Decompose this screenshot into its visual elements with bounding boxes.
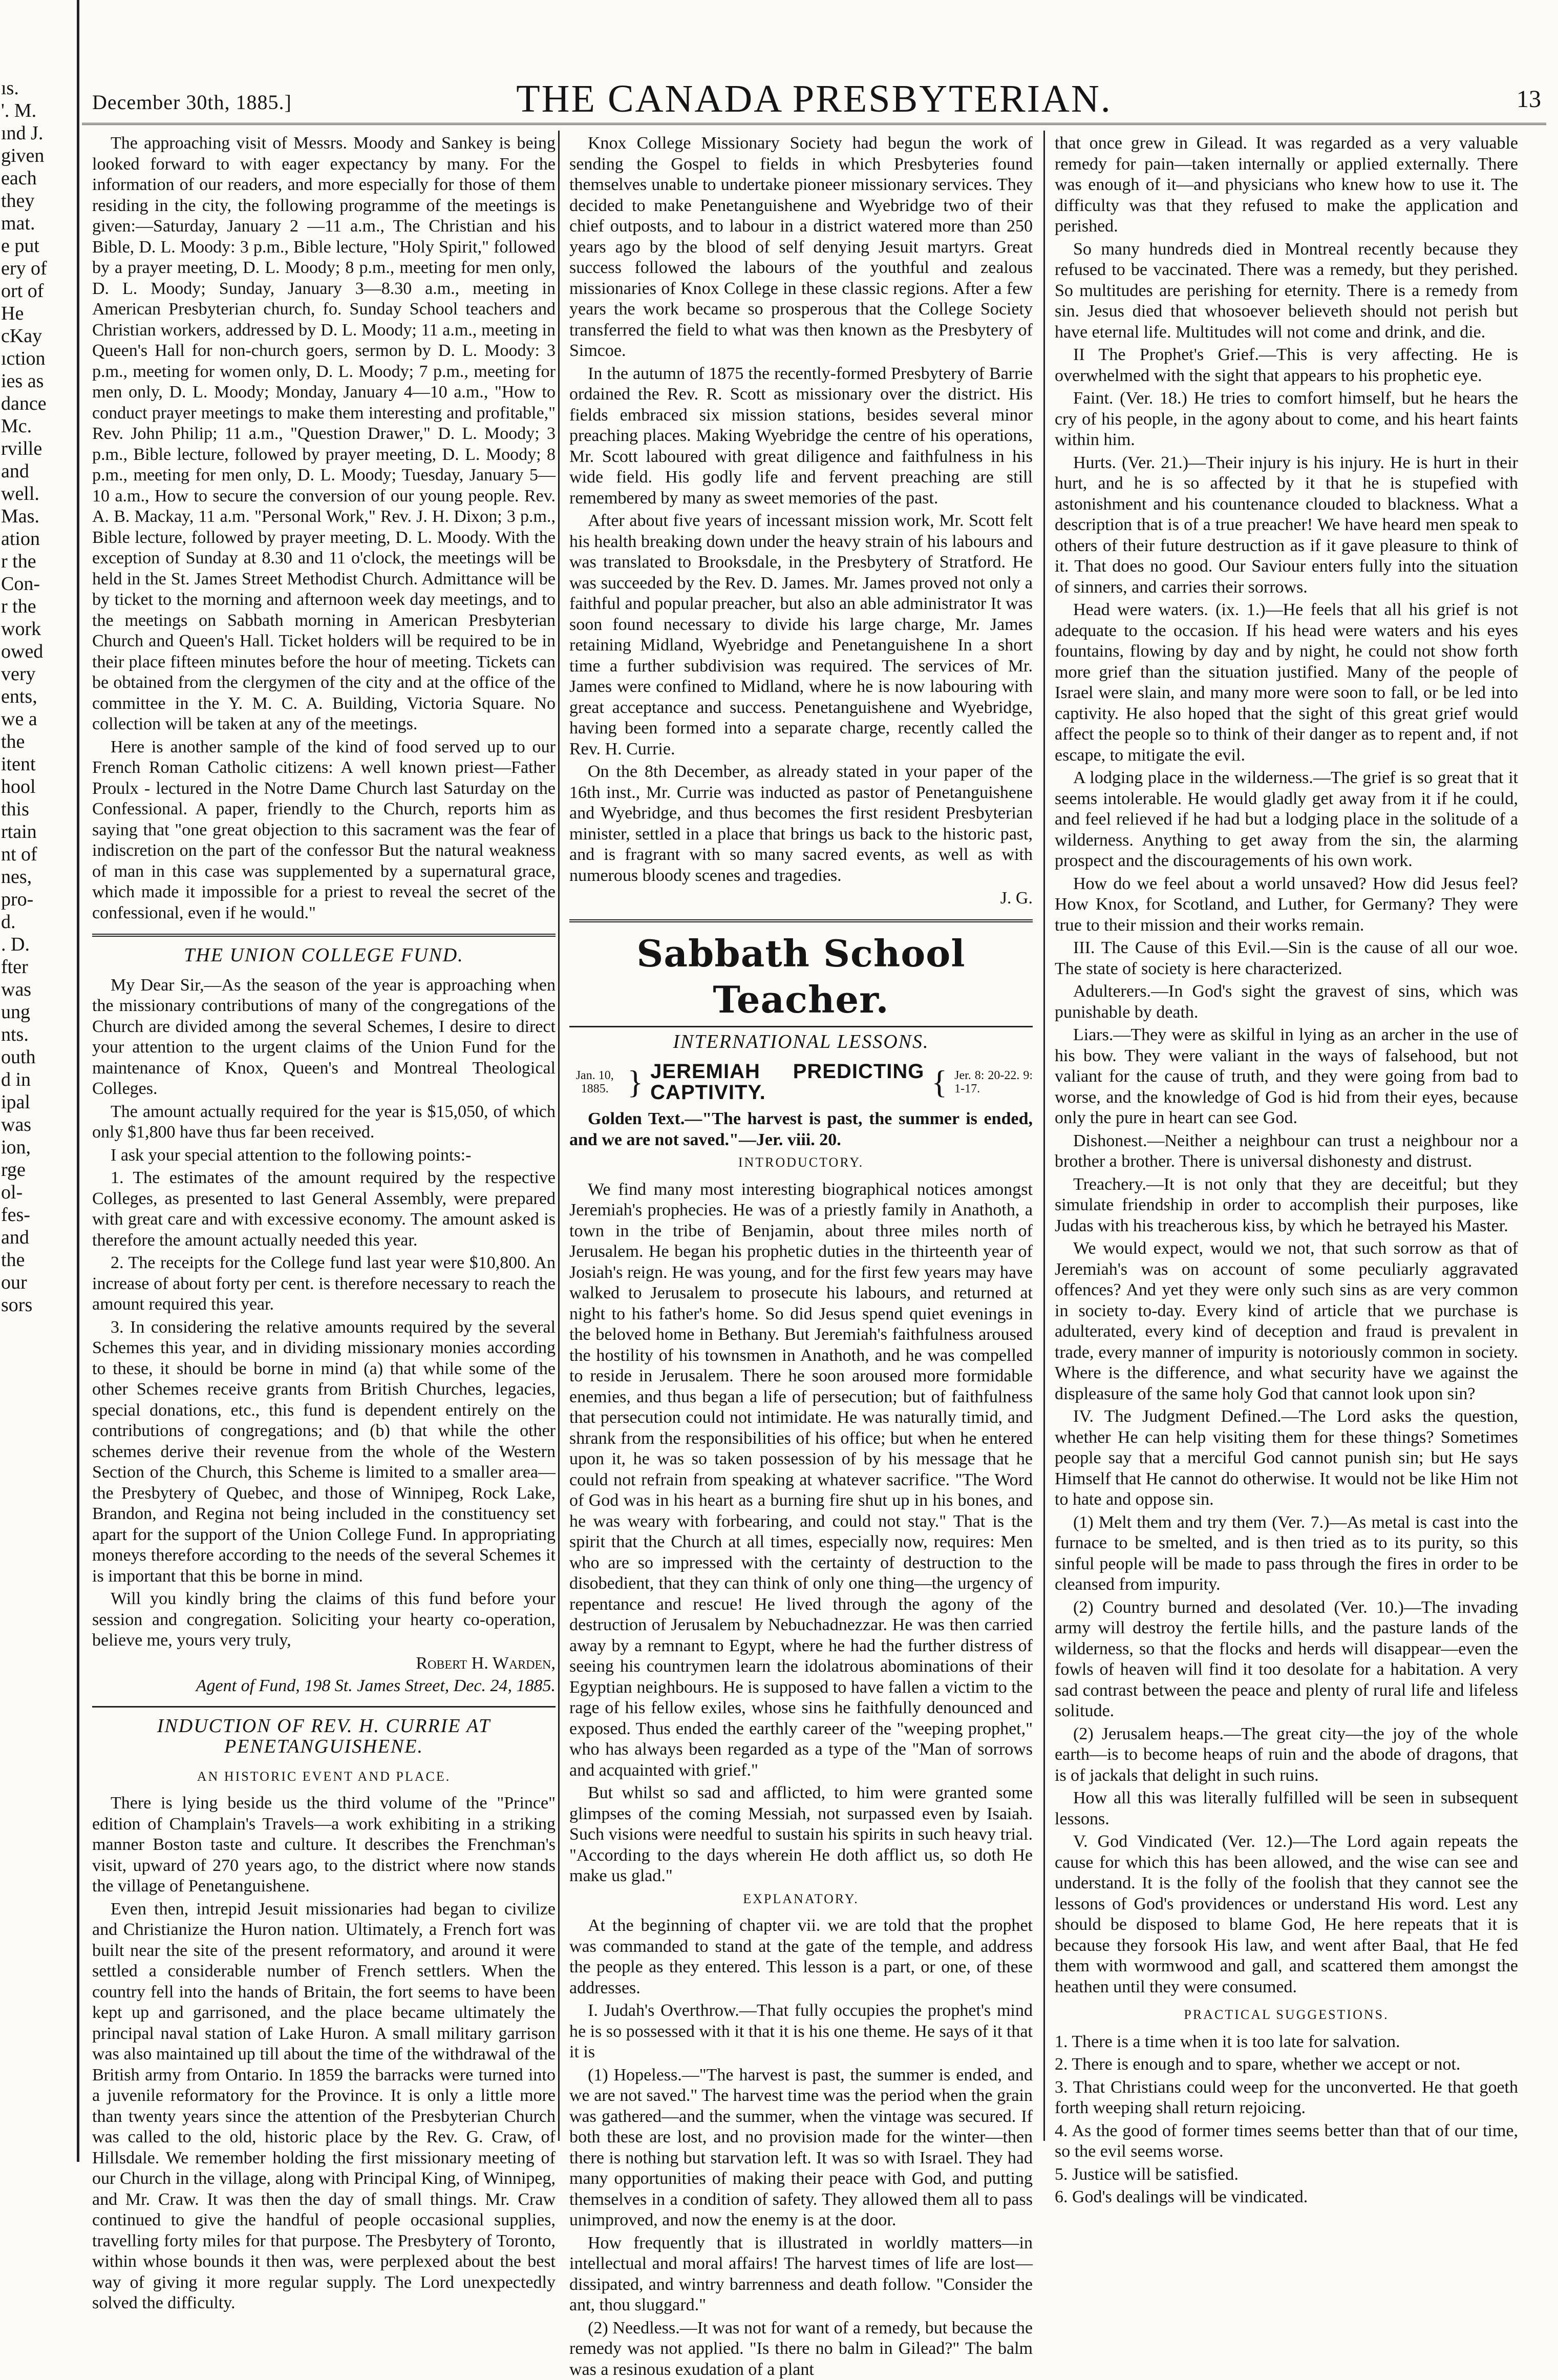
explanatory-heading: EXPLANATORY. [569, 1889, 1033, 1910]
margin-fragment: given [1, 144, 44, 167]
margin-fragment: Mas. [1, 505, 39, 528]
sabbath-school-teacher-heading: Sabbath School Teacher. [569, 931, 1033, 1023]
explanatory-paragraph: (1) Hopeless.—"The harvest is past, the summer is ended, and we are not saved." The harvest time was the period when the grain was gathered—and the summer, when the vintage was secured. If both these are lost, and no provision made for the winter—then there is nothing but starvation left. It was so with Israel. They had many opportunities of making their peace with God, and putting themselves in a condition of safety. They allowed them all to pass unimproved, and now the enemy is at the door. [569, 2065, 1033, 2231]
fund-paragraph: My Dear Sir,—As the season of the year is approaching when the missionary contributions of many of the congregations of the Church are divided among the several Schemes, I desire to direct your attention to the urgent claims of the Union Fund for the maintenance of Knox, Queen's and Montreal Theological Colleges. [92, 975, 556, 1100]
margin-fragment: we a [1, 708, 37, 730]
margin-fragment: was [1, 978, 31, 1001]
lesson-paragraph: Dishonest.—Neither a neighbour can trust a neighbour nor a brother a brother. There is universal dishonesty and distrust. [1055, 1131, 1518, 1172]
margin-fragment: Con- [1, 573, 40, 595]
margin-fragment: ort of [1, 280, 44, 302]
margin-fragment: He [1, 302, 24, 325]
lesson-reference: Jer. 8: 20-22. 9: 1-17. [954, 1069, 1033, 1096]
margin-fragment: ıction [1, 347, 46, 370]
lesson-paragraph: Treachery.—It is not only that they are deceitful; but they simulate friendship in order to accomplish their purposes, like Judas with his treacherous kiss, by which he betrayed his Master. [1055, 1174, 1518, 1237]
fund-paragraph: The amount actually required for the year is $15,050, of which only $1,800 have thus far been received. [92, 1102, 556, 1143]
section-divider [92, 1706, 556, 1708]
lesson-paragraph: (2) Country burned and desolated (Ver. 10.)—The invading army will destroy the fertile hills, and the pasture lands of the wilderness, so that the flocks and herds will disappear—even the fowls of heaven will find it too desolate for a habitation. A very sad contrast between the peace and plenty of rural life and lifeless solitude. [1055, 1597, 1518, 1722]
margin-fragment: our [1, 1271, 27, 1294]
induction-continued: Knox College Missionary Society had begun the work of sending the Gospel to fields in which Presbyteries found themselves unable to undertake pioneer missionary services. They decided to make Penetanguishene and Wyebridge two of their chief outposts, and to labour in a district watered more than 250 years ago by the blood of self denying Jesuit martyrs. Great success followed the labours of the youthful and zealous missionaries of Knox College in these classic regions. After a few years the work became so prosperous that the College Society transferred the field to what was then known as the Presbytery of Simcoe. [569, 133, 1033, 362]
introductory-paragraph: But whilst so sad and afflicted, to him were granted some glimpses of the coming Messiah, not surpassed even by Isaiah. Such visions were needful to sustain his spirits in such heavy trial. "According to the days wherein He doth afflict us, so doth He make us glad." [569, 1783, 1033, 1887]
margin-fragment: dance [1, 392, 47, 415]
lesson-paragraph: We would expect, would we not, that such sorrow as that of Jeremiah's was on account of some peculiarly aggravated offences? And yet they were only such sins as are very common in society to-day. Every kind of article that we purchase is adulterated, every kind of deception and fraud is prevalent in trade, every manner of impurity is notoriously common in society. Where is the difference, and what security have we against the displeasure of the same holy God that cannot look upon sin? [1055, 1238, 1518, 1404]
margin-fragment: each [1, 167, 37, 189]
margin-fragment: ıs. [1, 77, 19, 99]
lesson-paragraph: So many hundreds died in Montreal recently because they refused to be vaccinated. There was a remedy, but they perished. So multitudes are perishing for eternity. There is a remedy from sin. Jesus died that whosoever believeth should not perish but have eternal life. Multitudes will not come and drink, and die. [1055, 239, 1518, 343]
lesson-paragraph: Faint. (Ver. 18.) He tries to comfort himself, but he hears the cry of his people, in the agony about to come, and his heart faints within him. [1055, 388, 1518, 451]
margin-fragment: ipal [1, 1091, 30, 1113]
margin-fragment: . D. [1, 933, 30, 956]
column-divider [558, 131, 560, 2141]
brace-glyph: { [931, 1067, 947, 1098]
lesson-paragraph: Liars.—They were as skilful in lying as an archer in the use of his bow. They were valiant in the ways of falsehood, but not valiant for the cause of truth, and they were going from bad to worse, and the knowledge of God is hid from their eyes, because only the pure in heart can see God. [1055, 1025, 1518, 1129]
margin-fragment: cKay [1, 325, 42, 347]
lesson-date: Jan. 10, 1885. [569, 1069, 620, 1096]
induction-continued: In the autumn of 1875 the recently-formed Presbytery of Barrie ordained the Rev. R. Scott as missionary over the district. His fields embraced six mission stations, besides several minor preaching places. Making Wyebridge the centre of his operations, Mr. Scott laboured with great diligence and faithfulness in his wide field. His godly life and fervent preaching are still remembered by many as sweet memories of the past. [569, 364, 1033, 509]
margin-fragment: d in [1, 1068, 31, 1091]
induction-paragraph: Even then, intrepid Jesuit missionaries had began to civilize and Christianize the Huron nation. Ultimately, a French fort was built near the site of the present reformatory, and around it were settled a considerable number of French settlers. When the country fell into the hands of Britain, the fort seems to have been kept up and garrisoned, and the place became ultimately the principal naval station of Lake Huron. A small military garrison was also maintained up till about the time of the withdrawal of the British army from Ontario. In 1859 the barracks were turned into a juvenile reformatory for the Province. It is only a little more than twenty years since the attention of the Presbyterian Church was called to the old, historic place by the Rev. G. Craw, of Hillsdale. We remember holding the first missionary meeting of our Church in the village, along with Principal King, of Winnipeg, and Mr. Craw. It was then the day of small things. Mr. Craw continued to give the handful of people occasional supplies, travelling forty miles for that purpose. The Presbytery of Toronto, within whose bounds it then was, were perplexed about the best way of giving it more regular supply. The Lord unexpectedly solved the difficulty. [92, 1899, 556, 2314]
margin-fragment: ion, [1, 1136, 31, 1159]
fund-paragraph: 3. In considering the relative amounts required by the several Schemes this year, and in dividing missionary monies according to these, it should be borne in mind (a) that while some of the other Schemes receive grants from British Churches, legacies, special donations, etc., this fund is dependent entirely on the contributions of congregations; and (b) that while the other schemes derive their revenue from the whole of the Western Section of the Church, this Scheme is limited to a smaller area—the Presbytery of Quebec, and those of Winnipeg, Rock Lake, Brandon, and Regina not being included in the constituency set apart for the support of the Union College Fund. In appropriating moneys therefore according to the needs of the several Schemes it is important that this be borne in mind. [92, 1317, 556, 1587]
margin-fragment: and [1, 460, 29, 482]
margin-fragment: e put [1, 235, 39, 257]
margin-fragment: work [1, 618, 41, 640]
fund-paragraph: Will you kindly bring the claims of this fund before your session and congregation. Soliciting your hearty co-operation, believe me, yours very truly, [92, 1589, 556, 1651]
margin-fragment: fes- [1, 1204, 30, 1226]
margin-fragment: ery of [1, 257, 47, 280]
margin-fragment: rge [1, 1159, 26, 1181]
induction-continued: On the 8th December, as already stated in your paper of the 16th inst., Mr. Currie was inducted as pastor of Penetanguishene and Wyebridge, and thus becomes the first resident Presbyterian minister, settled in a place that brings us back to the historic past, and is fragrant with so many sacred events, as well as with numerous bloody scenes and tragedies. [569, 762, 1033, 886]
lesson-continued: that once grew in Gilead. It was regarded as a very valuable remedy for pain—taken internally or applied externally. There was enough of it—and physicians who knew how to use it. The difficulty was that they refused to make the application and perished. [1055, 133, 1518, 237]
margin-fragment: Mc. [1, 415, 32, 437]
margin-fragment: owed [1, 640, 43, 663]
induction-heading: INDUCTION OF REV. H. CURRIE AT PENETANGUISHENE. [92, 1716, 556, 1757]
list-item: 3. That Christians could weep for the unconverted. He that goeth forth weeping shall return rejoicing. [1055, 2077, 1518, 2119]
confessional-article: Here is another sample of the kind of food served up to our French Roman Catholic citizens: A well known priest—Father Proulx - lectured in the Notre Dame Church last Saturday on the Confessional. A paper, friendly to the Church, reports him as saying that "one great objection to this sacrament was the fear of indiscretion on the part of the confessor But the natural weakness of man in this case was supplemented by a supernatural grace, which made it impossible for a priest to reveal the secret of the confessional, even if he would." [92, 737, 556, 924]
margin-fragment: they [1, 189, 34, 212]
margin-fragment: fter [1, 956, 28, 978]
explanatory-paragraph: How frequently that is illustrated in worldly matters—in intellectual and moral affairs! The harvest times of life are lost—dissipated, and wintry barrenness and death follow. "Consider the ant, thou sluggard." [569, 2233, 1033, 2316]
publication-title: THE CANADA PRESBYTERIAN. [82, 77, 1546, 121]
margin-fragment: pro- [1, 888, 33, 911]
list-item: 6. God's dealings will be vindicated. [1055, 2187, 1518, 2208]
margin-fragment: ınd J. [1, 122, 43, 144]
induction-continued: After about five years of incessant mission work, Mr. Scott felt his health breaking down under the heavy strain of his labours and was translated to Brooksdale, in the Presbytery of Stratford. He was succeeded by the Rev. D. James. Mr. James proved not only a faithful and popular preacher, but also an able administrator It was soon found necessary to divide his large charge, Mr. James retaining Midland, Wyebridge and Penetanguishene In a short time a further subdivision was required. The services of Mr. James were confined to Midland, where he is now labouring with great acceptance and success. Penetanguishene and Wyebridge, having been formed into a separate charge, recently called the Rev. H. Currie. [569, 511, 1033, 760]
lesson-paragraph: IV. The Judgment Defined.—The Lord asks the question, whether He can help visiting them for these things? Sometimes people say that a merciful God cannot punish sin; but He says Himself that He cannot do otherwise. It would not be like Him not to hate and oppose sin. [1055, 1406, 1518, 1510]
margin-fragment: rtain [1, 820, 37, 843]
induction-paragraph: There is lying beside us the third volume of the "Prince" edition of Champlain's Travels—a work exhibiting in a striking manner Boston taste and culture. It describes the Frenchman's visit, upward of 270 years ago, to the district where now stands the village of Penetanguishene. [92, 1793, 556, 1897]
lesson-paragraph: Head were waters. (ix. 1.)—He feels that all his grief is not adequate to the occasion. If his head were waters and his eyes fountains, flowing by day and by night, he could not show forth more grief than the situation justified. Many of the people of Israel were slain, and many more were soon to fall, or be led into captivity. He also hoped that the sight of this great grief would affect the people so to think of their danger as to repent and, if not escape, to mitigate the evil. [1055, 600, 1518, 766]
lesson-paragraph: (2) Jerusalem heaps.—The great city—the joy of the whole earth—is to become heaps of ruin and the abode of dragons, that is of jackals that delight in such ruins. [1055, 1724, 1518, 1786]
fund-signature: Robert H. Warden, [92, 1653, 556, 1674]
section-divider [569, 919, 1033, 922]
lesson-paragraph: Adulterers.—In God's sight the gravest of sins, which was punishable by death. [1055, 981, 1518, 1023]
lesson-paragraph: II The Prophet's Grief.—This is very affecting. He is overwhelmed with the sight that appears to his prophetic eye. [1055, 345, 1518, 386]
lesson-paragraph: (1) Melt them and try them (Ver. 7.)—As metal is cast into the furnace to be smelted, and is then tried as to its purity, so this sinful people will be made to pass through the fires in order to be cleansed from impurity. [1055, 1512, 1518, 1595]
union-college-fund-heading: THE UNION COLLEGE FUND. [92, 945, 556, 966]
list-item: 2. There is enough and to spare, whether we accept or not. [1055, 2054, 1518, 2075]
introductory-paragraph: We find many most interesting biographical notices amongst Jeremiah's prophecies. He was of a priestly family in Anathoth, a town in the tribe of Benjamin, about three miles north of Jerusalem. He began his prophetic duties in the thirteenth year of Josiah's reign. He was young, and for the first few years may have walked to Jerusalem to prosecute his labours, and returned at night to his father's home. So did Jesus spend quiet evenings in the beloved home in Bethany. But Jeremiah's faithfulness aroused the hostility of his townsmen in Anathoth, and he was compelled to reside in Jerusalem. There he soon aroused more formidable enemies, and thus began a life of persecution; but of faithfulness that persecution could not intimidate. He was naturally timid, and shrank from the responsibilities of his office; but when he entered upon it, he was so taken possession of by his message that he could not refrain from speaking at whatever sacrifice. "The Word of God was in his heart as a burning fire shut up in his bones, and he was weary with forbearing, and could not stay." That is the spirit that the Church at all times, especially now, requires: Men who are so impressed with the certainty of destruction to the disobedient, that they can think of only one thing—the urgency of repentance and rescue! He lived through the agony of the destruction of Jerusalem by Nebuchadnezzar. He was then carried away by a remnant to Egypt, where he had the further distress of seeing his countrymen learn the idolatrous abominations of their Egyptian neighbours. He is supposed to have fallen a victim to the rage of his fellow exiles, whose sins he faithfully denounced and exposed. Thus ended the earthly career of the "weeping prophet," who has always been regarded as a type of the "Man of sorrows and acquainted with grief." [569, 1180, 1033, 1781]
margin-fragment: r the [1, 595, 36, 618]
fund-paragraph: I ask your special attention to the following points:- [92, 1145, 556, 1166]
column-divider [1043, 131, 1045, 2141]
column-3 [1055, 133, 1518, 2141]
margin-fragment: was [1, 1113, 31, 1136]
margin-fragment: ies as [1, 370, 44, 392]
introductory-heading: INTRODUCTORY. [569, 1152, 1033, 1173]
explanatory-paragraph: (2) Needless.—It was not for want of a remedy, but because the remedy was not applied. "Is there no balm in Gilead?" The balm was a resinous exudation of a plant [569, 2318, 1033, 2380]
margin-fragment: well. [1, 482, 39, 505]
golden-text: Golden Text.—"The harvest is past, the summer is ended, and we are not saved."—Jer. viii. 20. [569, 1109, 1033, 1150]
issue-date: December 30th, 1885.] [92, 90, 292, 114]
lesson-paragraph: How all this was literally fulfilled will be seen in subsequent lessons. [1055, 1788, 1518, 1829]
moody-sankey-article: The approaching visit of Messrs. Moody and Sankey is being looked forward to with eager expectancy by many. For the information of our readers, and more especially for those of them residing in the city, the following programme of the meetings is given:—Saturday, January 2 —11 a.m., The Christian and his Bible, D. L. Moody: 3 p.m., Bible lecture, "Holy Spirit," followed by a prayer meeting, D. L. Moody; 8 p.m., meeting for men only, D. L. Moody; Sunday, January 3—8.30 a.m., meeting in American Presbyterian church, fo. Sunday School teachers and Christian workers, addressed by D. L. Moody; 11 a.m., meeting in Queen's Hall for non-church goers, sermon by D. L. Moody: 3 p.m., meeting for women only, D. L. Moody; 7 p.m., meeting for men only, D. L. Moody; Monday, January 4—10 a.m., "How to conduct prayer meetings to make them interesting and profitable," Rev. John Philip; 11 a.m., "Question Drawer," D. L. Moody; 3 p.m., Bible lecture, followed by prayer meeting, D. L. Moody; 8 p.m., meeting for men only, D. L. Moody; Tuesday, January 5—10 a.m., How to secure the conversion of our young people. Rev. A. B. Mackay, 11 a.m. "Personal Work," Rev. J. H. Dixon; 3 p.m., Bible lecture, followed by prayer meeting, D. L. Moody. With the exception of Sunday at 8.30 and 11 o'clock, the meetings will be held in the St. James Street Methodist Church. Admittance will be by ticket to the morning and afternoon week day meetings, and to the meetings on Sabbath morning in American Presbyterian Church and Queen's Hall. Ticket holders will be required to be in their place fifteen minutes before the hour of meeting. Tickets can be obtained from the clergymen of the city and at the office of the committee in the Y. M. C. A. Building, Victoria Square. No collection will be taken at any of the meetings. [92, 133, 556, 735]
margin-fragment: d. [1, 911, 16, 933]
margin-fragment: and [1, 1226, 29, 1249]
induction-signature: J. G. [569, 888, 1033, 909]
margin-fragment: mat. [1, 212, 35, 235]
left-margin-fragments [0, 0, 79, 2162]
lesson-paragraph: Hurts. (Ver. 21.)—Their injury is his injury. He is hurt in their hurt, and he is so affected by it that he is stupefied with astonishment and his countenance clouded to blackness. What a description that is of a true preacher! We have heard men speak to others of their future destruction as if it gave pleasure to think of it. That does no good. Our Saviour enters fully into the situation of sinners, and carries their sorrows. [1055, 453, 1518, 598]
margin-fragment: hool [1, 775, 36, 798]
induction-subheading: AN HISTORIC EVENT AND PLACE. [92, 1766, 556, 1787]
margin-fragment: '. M. [1, 99, 36, 122]
fund-signature-address: Agent of Fund, 198 St. James Street, Dec. 24, 1885. [92, 1676, 556, 1697]
international-lessons-heading: INTERNATIONAL LESSONS. [569, 1031, 1033, 1052]
margin-fragment: nes, [1, 866, 32, 888]
explanatory-paragraph: I. Judah's Overthrow.—That fully occupies the prophet's mind he is so possessed with it that it is his one theme. He says of it that it is [569, 2000, 1033, 2063]
suggestions-list [1055, 2032, 1518, 2208]
margin-fragment: itent [1, 753, 36, 775]
column-2 [569, 133, 1033, 2141]
margin-fragment: outh [1, 1046, 36, 1068]
lesson-paragraph: V. God Vindicated (Ver. 12.)—The Lord again repeats the cause for which this has been allowed, and the wise can see and understand. It is the folly of the foolish that they cannot see the lessons of God's providences or understand His word. Lest any should be disposed to blame God, He here repeats that it is because they forsook His law, and went after Baal, that He fed them with wormwood and gall, and scattered them amongst the heathen until they were consumed. [1055, 1831, 1518, 1997]
section-divider [569, 1026, 1033, 1027]
list-item: 5. Justice will be satisfied. [1055, 2164, 1518, 2185]
margin-fragment: ung [1, 1001, 30, 1023]
practical-suggestions-heading: PRACTICAL SUGGESTIONS. [1055, 2005, 1518, 2026]
column-1 [92, 133, 556, 2141]
margin-fragment: r the [1, 550, 36, 573]
margin-fragment: ents, [1, 685, 37, 708]
explanatory-paragraph: At the beginning of chapter vii. we are told that the prophet was commanded to stand at the gate of the temple, and address the people as they entered. This lesson is a part, or one, of these addresses. [569, 1915, 1033, 1998]
margin-fragment: the [1, 1249, 25, 1271]
margin-fragment: ol- [1, 1181, 23, 1204]
margin-fragment: this [1, 798, 29, 820]
margin-fragment: nts. [1, 1023, 29, 1046]
margin-fragment: the [1, 730, 25, 753]
lesson-paragraph: How do we feel about a world unsaved? How did Jesus feel? How Knox, for Scotland, and Luther, for Germany? They were true to their mission and their works remain. [1055, 874, 1518, 936]
section-divider [92, 934, 556, 937]
list-item: 4. As the good of former times seems better than that of our time, so the evil seems worse. [1055, 2121, 1518, 2162]
list-item: 1. There is a time when it is too late for salvation. [1055, 2032, 1518, 2053]
margin-fragment: rville [1, 437, 42, 460]
fund-paragraph: 1. The estimates of the amount required by the respective Colleges, as presented to last General Assembly, were prepared with great care and with excessive economy. The amount asked is therefore the amount actually needed this year. [92, 1168, 556, 1251]
lesson-paragraph: A lodging place in the wilderness.—The grief is so great that it seems intolerable. He would gladly get away from it if he could, and feel relieved if he had but a lodging place in the solitude of a wilderness. Anything to get away from the sin, the alarming prospect and the discouragements of his own work. [1055, 768, 1518, 872]
margin-fragment: sors [1, 1294, 32, 1316]
lesson-title: JEREMIAH PREDICTING CAPTIVITY. [650, 1061, 924, 1103]
margin-fragment: very [1, 663, 36, 685]
page-header [82, 67, 1546, 125]
lesson-title-line [569, 1061, 1033, 1103]
page-number: 13 [1517, 85, 1541, 113]
brace-glyph: } [627, 1067, 643, 1098]
margin-fragment: nt of [1, 843, 37, 866]
fund-paragraph: 2. The receipts for the College fund last year were $10,800. An increase of about forty per cent. is therefore necessary to reach the amount required this year. [92, 1253, 556, 1315]
margin-fragment: ation [1, 528, 40, 550]
lesson-paragraph: III. The Cause of this Evil.—Sin is the cause of all our woe. The state of society is here characterized. [1055, 938, 1518, 979]
